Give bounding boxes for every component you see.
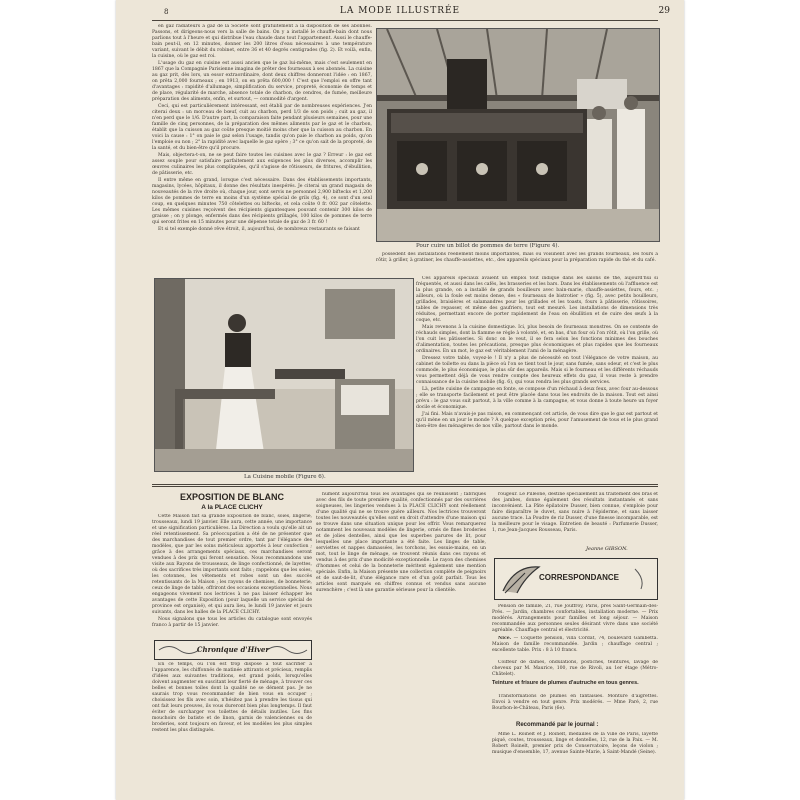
article-paragraph: Et si tel exemple donné rêve étroit, il, aujourd'hui, de nombreux restaurants se faisant — [158, 227, 360, 232]
page-mark: 8 — [164, 8, 169, 16]
article-paragraph: J'ai fini. Mais n'avais-je pas raison, en commençant cet article, de vous dire que le gaz est partout et qu'il mène en un jour le monde ? À quelque exception près, pour l'amusement de tous et le plus grand bien-être des ménagères de nos ville, partout dans le monde. — [416, 412, 658, 429]
chronique-banner — [154, 640, 312, 660]
header-rule — [152, 20, 658, 21]
nice-label: Nice. — [498, 636, 512, 641]
magazine-page — [116, 0, 684, 800]
article-paragraph: Mme L. Roinelt et J. Roinelt, médaillés de la Ville de Paris, layette piqué, coutes, trousseaux, linge et dentelles, 12, rue de la Paix. — M. Robert Roinelt, premier prix de Conservatoire, leçons de violon ; musique d'ensemble, 17, avenue Sainte-Marie, à Saint-Mandé (Seine). — [492, 732, 658, 755]
section-rule-double — [152, 486, 658, 487]
nice-paragraph — [492, 636, 658, 654]
mobile-kitchen-illustration — [155, 279, 413, 471]
article-paragraph: Pension de famille, 21, rue Jouffroy, Paris, près Saint-Germain-des-Prés. — Jardin, chambres confortables, installation moderne. — Prix modérés. Arrangements pour familles et long séjour. — Maison recommandée aux personnes seules désirant vivre dans une société agréable. Chauffage central et électricité. — [492, 604, 658, 633]
article-paragraph: Ceci, qui est particulièrement intéressant, est établi par de nombreuses expériences. J'en citerai deux : un morceau de bœuf, cuit au charbon, perd 1/3 de son poids ; cuit au gaz, il n'en perd que le 1/6. D'autre part, la comparaison faite pendant plusieurs semaines, pour une famille de cinq personnes, de la préparation des mêmes aliments par le gaz et le charbon, établit que la cuisson au gaz coûte presque moitié moins cher que la cuisson au charbon. En voici la cause : 1° on paie le gaz selon l'usage, tandis qu'on paie le charbon au poids, qu'on l'emploie ou non ; 2° la rapidité avec laquelle le gaz opère ; 3° ce qu'on sait de la propreté, de la santé, et du bien-être qu'il procure. — [152, 104, 372, 151]
kitchen-illustration — [377, 29, 659, 241]
article-paragraph: Mais, objectera-t-on, ne se peut faire toutes les cuisines avec le gaz ? Erreur : le gaz est assez souple pour satisfaire parfaitement aux exigences les plus diverses, accomplir les œuvres culinaires les plus compliquées, qu'il s'agisse de rôtisseurs, de fritures, d'ébullition, de pâtisserie, etc. — [152, 153, 372, 176]
article-paragraph: Transformations de plumes en fantaisies. Monture d'aigrettes. Envoi à vendre en tout genre. Prix modérés. — Mme Paré, 2, rue Bourbon-le-Château, Paris (6e). — [492, 694, 658, 711]
correspondance-nice — [492, 636, 658, 658]
author-signature: Jeanne GIBSON. — [586, 546, 628, 552]
article-kitchen-column-2 — [416, 276, 658, 474]
article-paragraph: En ce temps, où l'on est trop disposé à tout sacrifier à l'apparence, les chiffonnés de matinée attirants et précieux, remplis d'idées aux suivantes traditions, est grand poids, lorsqu'elles doivent augmenter en suscitant leur fierté de ménage, à trouver ces belles et bonnes toiles dont la qualité ne se dément pas. Je ne saurais trop vous recommander de bien vous en occuper ; choisissez les fils avec soin, n'hésitez pas à prendre les tissus qui ont fait leurs preuves, ils vous dureront bien plus longtemps. Il faut éviter de surcharger vos toilettes de détails inutiles. Les fins mouchoirs de batiste et de linon, garnis de valenciennes ou de broderies, sont toujours en faveur, et les modèles les plus simples restent les plus distingués. — [152, 662, 312, 733]
article-paragraph: possédent des installations réellement moins importantes, mais où voisinent avec les grands fourneaux, les fours à rôtir, à griller, à gratiner, les chauffe-assiettes, etc., des appareils spéciaux pour la préparation rapide du thé et du café. — [376, 252, 658, 263]
journal-text — [492, 732, 658, 772]
article-paragraph: rougeur. Le Pilléoné, destiné spécialement au traitement des bras et des jambes, donne également des résultats instantanés et sans inconvénient. La Pâte épilatoire Dusser, bien connue, s'emploie pour faire disparaître le duvet, sans nuire à l'épiderme, et sans laisser aucune trace. La Poudre de riz Dusser, d'une finesse incomparable, est la meilleure pour le visage. Entretien de beauté : Parfumerie Dusser, 1, rue Jean-Jacques Rousseau, Paris. — [492, 492, 658, 533]
article-paragraph: Ces appareils spéciaux avaient un emploi tout indiqué dans les salons de thé, aujourd'hui si fréquentés, et aussi dans les cafés, les brasseries et les bars. Dans les établissements où l'affluence est la plus grande, on a installé de grands bouilleurs avec bain-marie, chauffe-assiettes, fours, etc. ; ailleurs, où la foule est moins dense, des « fourneaux de bistrotier » (fig. 5), avec petits bouilleurs, grillades, braisières et salamandres pour les grillades et les toasts, fours à pâtisserie, rôtissoires, tables de repasser, et même des gaufriers, tout est mesuré. Les installations de dimensions très réduites, permettant encore de porter rapidement de l'eau en ébullition et de cuire des œufs à la coque, etc. — [416, 276, 658, 323]
plumes-text — [492, 694, 658, 716]
correspondance-para-1 — [492, 604, 658, 634]
exposition-subheading: A la PLACE CLICHY — [201, 504, 263, 511]
correspondance-heading: CORRESPONDANCE — [539, 573, 620, 582]
exposition-heading: EXPOSITION DE BLANC — [179, 492, 284, 502]
plumes-heading: Teinture et frisure de plumes d'autruche en tous genres. — [492, 680, 639, 686]
page-number: 29 — [658, 6, 670, 16]
chronique-text — [152, 662, 312, 792]
section-rule — [152, 484, 658, 485]
chronique-heading: Chronique d'Hiver — [196, 645, 270, 654]
correspondance-banner — [494, 558, 658, 600]
journal-heading: Recommandé par le journal : — [516, 722, 599, 728]
figure-mobile-kitchen-photo — [154, 278, 414, 472]
article-paragraph: Dressez votre table, voyez-le ! Il n'y a plus de nécessité en tout l'élégance de votre maison, au cabinet de toilette ou dans la pièce où l'on se tient tout le jour, sans fumée, sans odeur, et c'est le plus commode, le plus économique, le plus sûr des appareils. Mais si le fourneau et les différents réchauds vous permettent déjà de vous rendre compte des heureux effets du gaz, il vous reste à prendre connaissance de la cuisine mobile (fig. 6), qui vous rendra les plus grands services. — [416, 356, 658, 385]
article-paragraph: Nous signalons que tous les articles du catalogue sont envoyés franco à partir de 15 janvier. — [152, 617, 312, 628]
exposition-column-1 — [152, 514, 312, 634]
correspondance-coiffeur — [492, 660, 658, 676]
nice-text: — Coquette pension, villa Cordat, 74, boulevard Gambetta. Maison de famille recommandée. Jardin ; chauffage central ; excellente table. Prix : 8 à 10 francs. — [492, 636, 658, 653]
figure-6-caption: La Cuisine mobile (Figure 6). — [244, 474, 326, 480]
figure-gas-kitchen-photo — [376, 28, 660, 242]
page-header — [116, 0, 684, 22]
article-paragraph: Coiffeur de dames, ondulations, postiches, teintures, lavage de cheveux par M. Maurice, 100, rue de Rivoli, au 1er étage (Métro-Châtelet). — [492, 660, 658, 676]
figure-4-caption: Pour cuire un billot de pommes de terre (Figure 4). — [416, 243, 560, 249]
magazine-title: LA MODE ILLUSTRÉE — [339, 6, 461, 16]
article-kitchen-column-2-top — [376, 252, 658, 274]
article-paragraph: Là, petite cuisine de campagne en fonte, se compose d'un réchaud à deux feux, avec four au-dessous ; elle se transporte facilement et peut être placée dans tous les endroits de la maison. Tout est ainsi prévu : le gaz vous suit partout, à la ville comme à la campagne, et vous donne à toute heure un foyer docile et économique. — [416, 387, 658, 410]
article-paragraph: hument aujourd'hui tous les avantages qui se réunissent ; fabriqués avec des fils de toute première qualité, confectionnés par des ouvrières soigneuses, les lingeries vendues à la PLACE CLICHY sont réellement d'une qualité qui ne se trouve guère ailleurs. Nos lectrices trouveront toutes les nouveautés qu'elles sont en droit d'attendre d'une maison qui se trouve dans une situation unique pour les offrir. Vous remarquerez notamment les nouveaux modèles de lingerie, ornés de fines broderies et de jolies dentelles, ainsi que les superbes parures de lit, pour lesquelles une place importante a été faite. Les linges de table, serviettes et nappes damassées, les torchons, les essuie-mains, en un mot, tout le linge de ménage, se trouvent réunis dans ces rayons et vendus à des prix d'une modicité exceptionnelle. Le rayon des chemises d'hommes et celui de la bonneterie méritent également une mention spéciale. Enfin, la Maison présente une collection complète de peignoirs et de saut-de-lit, d'une élégance rare et d'un goût parfait. Tous les articles sont marqués en chiffres connus et vendus sans aucune surenchère ; c'est là une garantie sérieuse pour la clientèle. — [316, 492, 486, 593]
article-paragraph: Mais revenons à la cuisine domestique. Ici, plus besoin de fourneaux monstres. On se contente de réchauds simples, dont la flamme se règle à volonté, et, en bas, d'un four où l'on rôtit, où l'on grille, où l'on cuit les pâtisseries. Si donc on le veut, il se fera selon les fonctions minimes des bouches d'alimentation, toutes les précautions, presque plus économiques et plus rapides que les fourneaux ordinaires. En un mot, le gaz est véritablement l'ami de la ménagère. — [416, 325, 658, 354]
article-kitchen-column-1 — [152, 24, 372, 274]
exposition-column-3 — [492, 492, 658, 544]
exposition-column-2 — [316, 492, 486, 792]
article-paragraph: en gaz radiateurs à gaz de la Société sont gratuitement à la disposition de ses abonnés. Passons, et dirigeons-nous vers la salle de bains. On y a installé le chauffe-bain dont nous parlions tout à l'heure et qui distribue l'eau chaude dans tout l'appartement. Aussi le chauffe-bain peut-il, en 12 minutes, donner les 200 litres d'eau nécessaires à une température variant, suivant le débit du robinet, entre 36 et 40 degrés centigrades (fig. 2). Et voilà, enfin, la cuisine, où le gaz est roi. — [152, 24, 372, 59]
article-paragraph: Cette Maison fait sa grande Exposition de blanc, soies, lingerie, trousseaux, lundi 19 janvier. Elle aura, cette année, une importance et une signification particulières. La Direction a voulu qu'elle ait un réel retentissement. Sa préoccupation a été de ne présenter que des marchandises de tout premier ordre, tant par l'élégance des modèles, que par les soins méticuleux apportés à leur confection ; grâce à des arrangements spéciaux, ces marchandises seront vendues à des prix qui feront sensation. Nous recommandons une visite aux Rayons de trousseaux, de linge confectionné, de layettes, où des sacrifices très importants sont faits ; rappelons que les soies, les cotonnes, les vêtements et robes sont un des succès retentissants de la Maison ; les rayons de chemises, de bonneterie, ceux de linge de table, offriront des occasions exceptionnelles. Nous engageons vivement nos lectrices à ne pas laisser échapper les avantages de cette Exposition (pour laquelle un service spécial de province est organisé), et qui aura lieu, le lundi 19 janvier et jours suivants, dans les halles de la PLACE CLICHY. — [152, 514, 312, 615]
article-paragraph: L'usage du gaz en cuisine est aussi ancien que le gaz lui-même, mais c'est seulement en 1867 que la Compagnie Parisienne imagina de prêter des fourneaux à ses abonnés. La cuisine au gaz prit, dès lors, un essor extraordinaire, dont deux chiffres donneront l'idée : en 1867, on prêta 2,000 fourneaux ; en 1913, on en prêta 600,000 ! C'est que l'emploi en offre tant d'avantages : rapidité d'allumage, simplification du service, propreté, économie de temps et de place, régularité de marche, absence totale de charbon, de cendres, de fumée, meilleure préparation des aliments, enfin, et surtout, — commodité d'argent. — [152, 61, 372, 102]
article-paragraph: Il entre même en grand, lorsque c'est nécessaire. Dans des établissements importants, magasins, lycées, hôpitaux, il donne des résultats inespérés. Je citerai un grand magasin de nouveautés de la rive droite où, chaque jour, sont servis ne personnel 2,900 biftecks et 1,200 kilos de pommes de terre en moins d'un système spécial de grils (fig. 4), ce sont d'un seul coup, en quelques minutes 750 côtelettes ou biftecks, et cela coûte 0 fr. 002 par côtelette. Les mêmes cuisines reçoivent des récipients gigantesques pouvant contenir 300 kilos de graisse ; on y plonge, enfermés dans des récipients grillagés, 100 kilos de pommes de terre qui seront frites en 15 minutes pour une dépense totale de gaz de 3 fr. 60 ! — [152, 178, 372, 225]
